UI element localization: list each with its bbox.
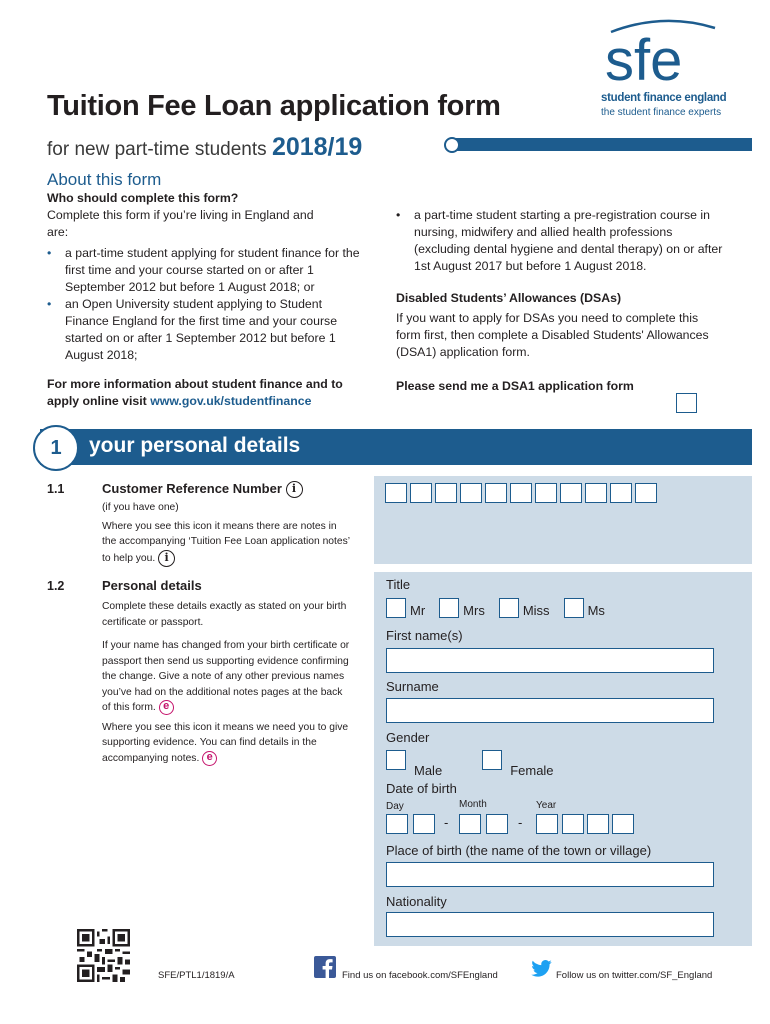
note-paragraph-3 [102, 720, 352, 767]
title-mr-checkbox[interactable] [386, 598, 406, 618]
section-number: 1 [33, 425, 79, 471]
title-option-label: Mr [410, 603, 426, 618]
sfe-logo [603, 18, 723, 88]
qr-code [77, 929, 130, 982]
surname-label: Surname [386, 679, 439, 694]
logo-name: student finance england [601, 92, 727, 104]
gender-option-label: Female [510, 763, 554, 778]
list-item: • a part-time student starting a pre-registration course in nursing, midwifery and allied health professions (excluding dental hygiene and dental therapy) on or after 1st August 2017 but before 1 August 2018. [396, 207, 726, 275]
evidence-note-text: Where you see this icon it means we need you to give supporting evidence. You can find details in the accompanying notes. [102, 721, 349, 764]
intro-text: Complete this form if you’re living in England and are: [47, 208, 314, 239]
name-change-text: If your name has changed from your birth certificate or passport then send us supporting evidence confirming the change. Give a note of any other previous names you’ve had on the additional notes pages at the back of this form. [102, 640, 350, 714]
gender-options [386, 750, 554, 778]
personal-details-label: Personal details [102, 578, 202, 593]
title-mrs-checkbox[interactable] [439, 598, 459, 618]
title-ms-checkbox[interactable] [564, 598, 584, 618]
crn-digit-box[interactable] [610, 483, 632, 503]
dsa-request-label: Please send me a DSA1 application form [396, 379, 634, 393]
nationality-field[interactable] [386, 912, 714, 937]
gender-male-checkbox[interactable] [386, 750, 406, 770]
dob-month-box[interactable] [486, 814, 508, 834]
crn-digit-box[interactable] [385, 483, 407, 503]
dob-month-box[interactable] [459, 814, 481, 834]
crn-digit-box[interactable] [560, 483, 582, 503]
crn-label [102, 481, 303, 498]
page-title: Tuition Fee Loan application form [47, 90, 501, 122]
dsa-request-checkbox[interactable] [676, 393, 697, 413]
question-number: 1.1 [47, 482, 65, 496]
personal-details-notes [102, 599, 352, 766]
logo-tagline: the student finance experts [601, 107, 722, 118]
crn-digit-box[interactable] [585, 483, 607, 503]
dob-month-label: Month [459, 799, 487, 810]
dob-day-label: Day [386, 801, 404, 812]
place-of-birth-label: Place of birth (the name of the town or village) [386, 843, 652, 858]
facebook-link[interactable]: Find us on facebook.com/SFEngland [342, 970, 498, 981]
crn-digit-box[interactable] [510, 483, 532, 503]
title-miss-checkbox[interactable] [499, 598, 519, 618]
who-heading: Who should complete this form? [47, 191, 239, 205]
crn-digit-box[interactable] [485, 483, 507, 503]
eligibility-list-right [396, 207, 726, 275]
list-item: • an Open University student applying to Student Finance England for the first time and your course started on or after 1 September 2012 but before 1 August 2018; [47, 296, 357, 364]
dob-year-box[interactable] [562, 814, 584, 834]
crn-notes [102, 500, 352, 567]
form-code: SFE/PTL1/1819/A [158, 970, 235, 981]
note-paragraph: Complete these details exactly as stated on your birth certificate or passport. [102, 601, 347, 628]
subtitle-bar [456, 138, 752, 151]
dob-day-box[interactable] [386, 814, 408, 834]
crn-digit-box[interactable] [435, 483, 457, 503]
crn-digit-box[interactable] [535, 483, 557, 503]
note-paragraph-2 [102, 638, 352, 716]
more-info-text: For more information about student finance and to apply online visit [47, 377, 343, 408]
first-name-field[interactable] [386, 648, 714, 673]
gender-label: Gender [386, 730, 430, 745]
dob-label: Date of birth [386, 781, 457, 796]
surname-field[interactable] [386, 698, 714, 723]
page-subtitle [47, 133, 362, 162]
dob-day-box[interactable] [413, 814, 435, 834]
title-option-label: Ms [587, 603, 605, 618]
dsa-text: If you want to apply for DSAs you need to complete this form first, then complete a Disabled Students' Allowances (DSA1) application form. [396, 311, 709, 359]
title-label: Title [386, 577, 411, 592]
evidence-icon[interactable]: e [202, 751, 217, 766]
crn-note: (if you have one) [102, 502, 179, 513]
crn-digit-box[interactable] [410, 483, 432, 503]
title-option-label: Mrs [463, 603, 485, 618]
about-heading: About this form [47, 170, 162, 189]
info-note-text: Where you see this icon it means there are notes in the accompanying ‘Tuition Fee Loan application notes’ to help you. [102, 520, 350, 564]
crn-digit-box[interactable] [460, 483, 482, 503]
list-item: • a part-time student applying for student finance for the first time and your course started on or after 1 September 2012 but before 1 August 2018; or [47, 245, 367, 296]
crn-input-boxes [385, 483, 657, 503]
title-option-label: Miss [522, 603, 550, 618]
more-info [47, 376, 377, 410]
place-of-birth-field[interactable] [386, 862, 714, 887]
subtitle-text: for new part-time students [47, 139, 267, 160]
dob-separator: - [444, 815, 449, 830]
dob-year-box[interactable] [587, 814, 609, 834]
twitter-icon[interactable] [531, 960, 552, 977]
year: 2018/19 [271, 133, 363, 161]
dob-year-box[interactable] [612, 814, 634, 834]
question-number: 1.2 [47, 579, 65, 593]
gender-female-checkbox[interactable] [482, 750, 502, 770]
svg-text:sfe: sfe [605, 28, 683, 88]
title-options [386, 598, 605, 618]
facebook-icon[interactable] [314, 956, 336, 978]
dsa-heading: Disabled Students’ Allowances (DSAs) [396, 291, 622, 305]
crn-note-2 [102, 519, 352, 567]
studentfinance-link[interactable]: www.gov.uk/studentfinance [150, 394, 312, 408]
dob-separator: - [518, 815, 523, 830]
nationality-label: Nationality [386, 894, 447, 909]
info-icon[interactable]: i [158, 550, 175, 567]
about-left-column [47, 190, 377, 410]
dob-year-box[interactable] [536, 814, 558, 834]
gender-option-label: Male [414, 763, 443, 778]
eligibility-list [47, 245, 377, 364]
info-icon[interactable]: i [286, 481, 303, 498]
section-title: your personal details [89, 434, 301, 457]
twitter-link[interactable]: Follow us on twitter.com/SF_England [556, 970, 713, 981]
first-name-label: First name(s) [386, 628, 463, 643]
subtitle-circle [444, 137, 460, 153]
crn-label-text: Customer Reference Number [102, 481, 282, 496]
evidence-icon[interactable]: e [159, 700, 174, 715]
crn-digit-box[interactable] [635, 483, 657, 503]
dob-year-label: Year [536, 800, 557, 811]
about-right-column [396, 207, 726, 395]
